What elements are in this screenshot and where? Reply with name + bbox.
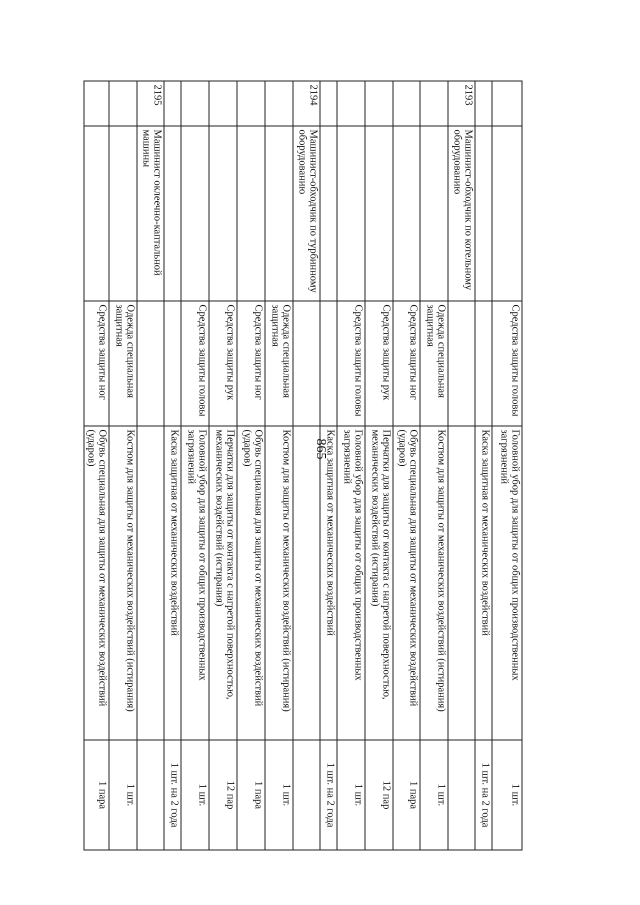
table-row <box>420 81 448 850</box>
table-row <box>109 81 137 850</box>
ppe-norms-table <box>83 80 522 850</box>
row-item-cell: Перчатки для защиты от контакта с нагретой поверхностью, механических воздействий (истирания) <box>365 426 393 740</box>
row-category-cell: Средства защиты ног <box>237 301 265 426</box>
row-category-cell: Средства защиты рук <box>365 301 393 426</box>
row-norm-cell: 1 шт. <box>181 740 209 850</box>
table-row <box>492 81 522 850</box>
row-category-cell: Средства защиты головы <box>492 301 522 426</box>
row-profession-cell <box>337 126 365 301</box>
row-code-cell <box>393 81 420 126</box>
row-item-cell: Головной убор для защиты от общих производственных загрязнений <box>181 426 209 740</box>
row-item-cell: Головной убор для защиты от общих производственных загрязнений <box>337 426 365 740</box>
row-code-cell <box>420 81 448 126</box>
table-row <box>164 81 181 850</box>
row-profession-cell <box>84 126 109 301</box>
row-code-cell <box>475 81 492 126</box>
row-profession-cell: Машинист-обходчик по турбинному оборудованию <box>293 126 320 301</box>
row-norm-cell: 1 шт. на 2 года <box>475 740 492 850</box>
table-row <box>209 81 237 850</box>
row-item-cell <box>293 426 320 740</box>
row-code-cell <box>209 81 237 126</box>
row-profession-cell <box>209 126 237 301</box>
table-row <box>393 81 420 850</box>
table-row <box>293 81 320 850</box>
row-code-cell: 2193 <box>448 81 475 126</box>
table-row <box>181 81 209 850</box>
row-code-cell <box>320 81 337 126</box>
row-code-cell <box>265 81 293 126</box>
table-row <box>84 81 109 850</box>
row-category-cell: Средства защиты головы <box>181 301 209 426</box>
row-profession-cell <box>475 126 492 301</box>
row-profession-cell <box>320 126 337 301</box>
row-category-cell: Одежда специальная защитная <box>265 301 293 426</box>
row-norm-cell: 1 шт. <box>420 740 448 850</box>
row-code-cell <box>237 81 265 126</box>
table-row <box>365 81 393 850</box>
row-norm-cell: 1 шт. <box>265 740 293 850</box>
row-item-cell: Обувь специальная для защиты от механических воздействий (ударов) <box>84 426 109 740</box>
row-code-cell <box>181 81 209 126</box>
row-norm-cell <box>137 740 164 850</box>
row-item-cell: Перчатки для защиты от контакта с нагретой поверхностью, механических воздействий (истирания) <box>209 426 237 740</box>
table-row <box>137 81 164 850</box>
row-item-cell: Каска защитная от механических воздействий <box>475 426 492 740</box>
row-profession-cell <box>265 126 293 301</box>
row-category-cell <box>448 301 475 426</box>
row-code-cell <box>492 81 522 126</box>
row-code-cell <box>365 81 393 126</box>
row-item-cell: Головной убор для защиты от общих производственных загрязнений <box>492 426 522 740</box>
table-row <box>337 81 365 850</box>
row-category-cell: Средства защиты ног <box>84 301 109 426</box>
row-norm-cell: 1 пара <box>84 740 109 850</box>
row-norm-cell: 1 шт. на 2 года <box>320 740 337 850</box>
row-profession-cell <box>237 126 265 301</box>
row-code-cell <box>84 81 109 126</box>
table-row <box>475 81 492 850</box>
row-profession-cell <box>365 126 393 301</box>
row-norm-cell <box>448 740 475 850</box>
row-item-cell: Каска защитная от механических воздействий <box>164 426 181 740</box>
row-profession-cell <box>164 126 181 301</box>
table-body <box>84 81 522 850</box>
row-category-cell: Средства защиты головы <box>337 301 365 426</box>
row-profession-cell <box>420 126 448 301</box>
row-norm-cell: 1 шт. <box>109 740 137 850</box>
row-item-cell: Обувь специальная для защиты от механических воздействий (ударов) <box>393 426 420 740</box>
table-sheet <box>85 65 520 834</box>
page-number: 865 <box>313 438 328 460</box>
row-norm-cell: 12 пар <box>365 740 393 850</box>
row-norm-cell: 1 пара <box>393 740 420 850</box>
row-category-cell <box>293 301 320 426</box>
row-code-cell <box>109 81 137 126</box>
row-item-cell: Каска защитная от механических воздействий <box>320 426 337 740</box>
table-row <box>237 81 265 850</box>
row-category-cell: Средства защиты рук <box>209 301 237 426</box>
row-norm-cell: 1 шт. <box>492 740 522 850</box>
table-row <box>448 81 475 850</box>
row-item-cell: Костюм для защиты от механических воздействий (истирания) <box>109 426 137 740</box>
row-item-cell: Костюм для защиты от механических воздействий (истирания) <box>420 426 448 740</box>
table-row <box>265 81 293 850</box>
table-row <box>320 81 337 850</box>
row-profession-cell <box>109 126 137 301</box>
row-profession-cell <box>181 126 209 301</box>
row-norm-cell: 1 шт. <box>337 740 365 850</box>
row-norm-cell: 1 пара <box>237 740 265 850</box>
row-category-cell <box>137 301 164 426</box>
row-profession-cell: Машинист оклеечно-каптальной машины <box>137 126 164 301</box>
row-norm-cell: 12 пар <box>209 740 237 850</box>
row-category-cell <box>164 301 181 426</box>
row-category-cell: Одежда специальная защитная <box>109 301 137 426</box>
row-norm-cell: 1 шт. на 2 года <box>164 740 181 850</box>
row-item-cell <box>137 426 164 740</box>
row-item-cell <box>448 426 475 740</box>
row-code-cell: 2194 <box>293 81 320 126</box>
row-category-cell <box>320 301 337 426</box>
row-category-cell: Средства защиты ног <box>393 301 420 426</box>
row-norm-cell <box>293 740 320 850</box>
row-item-cell: Обувь специальная для защиты от механических воздействий (ударов) <box>237 426 265 740</box>
row-category-cell: Одежда специальная защитная <box>420 301 448 426</box>
row-category-cell <box>475 301 492 426</box>
row-code-cell: 2195 <box>137 81 164 126</box>
row-profession-cell <box>393 126 420 301</box>
row-item-cell: Костюм для защиты от механических воздействий (истирания) <box>265 426 293 740</box>
row-code-cell <box>337 81 365 126</box>
row-profession-cell <box>492 126 522 301</box>
row-profession-cell: Машинист-обходчик по котельному оборудованию <box>448 126 475 301</box>
row-code-cell <box>164 81 181 126</box>
